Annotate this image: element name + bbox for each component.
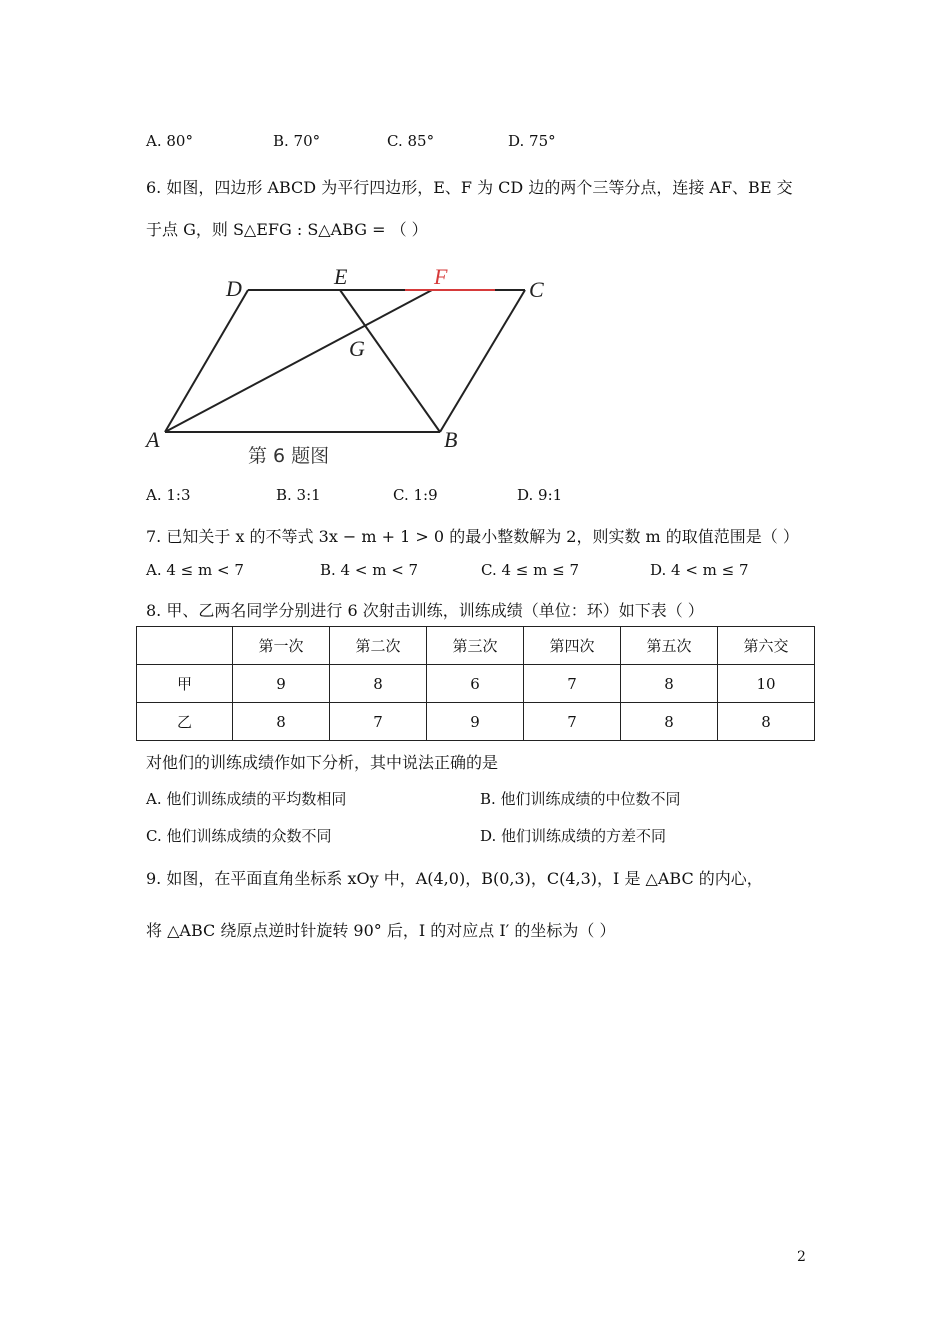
q8-option-b: B. 他们训练成绩的中位数不同 xyxy=(480,790,681,808)
table-header-cell: 第六交 xyxy=(718,627,815,665)
q6-stem-line2: 于点 G，则 S△EFG : S△ABG = （ ） xyxy=(146,220,428,239)
label-e: E xyxy=(334,264,348,289)
table-cell: 8 xyxy=(233,703,330,741)
page-number: 2 xyxy=(797,1249,806,1265)
q6-option-c: C. 1:9 xyxy=(393,486,438,504)
table-cell: 9 xyxy=(233,665,330,703)
table-cell: 9 xyxy=(427,703,524,741)
label-g: G xyxy=(349,336,365,361)
table-cell: 8 xyxy=(621,665,718,703)
q8-analysis-line: 对他们的训练成绩作如下分析，其中说法正确的是 xyxy=(146,753,499,772)
label-f: F xyxy=(434,264,448,289)
table-row xyxy=(137,665,815,703)
table-cell: 8 xyxy=(718,703,815,741)
table-cell: 6 xyxy=(427,665,524,703)
table-cell: 乙 xyxy=(137,703,233,741)
q5-option-b: B. 70° xyxy=(273,132,321,150)
table-cell: 7 xyxy=(330,703,427,741)
table-cell: 7 xyxy=(524,665,621,703)
label-b: B xyxy=(444,427,458,452)
q7-stem: 7. 已知关于 x 的不等式 3x − m + 1 > 0 的最小整数解为 2，则实数 m 的取值范围是（ ） xyxy=(146,527,799,546)
label-d: D xyxy=(226,276,242,301)
side-bc xyxy=(440,290,525,432)
table-header-cell: 第五次 xyxy=(621,627,718,665)
q8-option-c: C. 他们训练成绩的众数不同 xyxy=(146,827,332,845)
label-c: C xyxy=(529,277,544,302)
q9-stem-line1: 9. 如图，在平面直角坐标系 xOy 中，A(4,0)，B(0,3)，C(4,3)，I 是 △ABC 的内心， xyxy=(146,869,763,888)
q5-option-c: C. 85° xyxy=(387,132,435,150)
table-header-cell: 第三次 xyxy=(427,627,524,665)
q9-stem-line2: 将 △ABC 绕原点逆时针旋转 90° 后，I 的对应点 I′ 的坐标为（ ） xyxy=(146,921,616,940)
figure-caption: 第 6 题图 xyxy=(248,445,330,467)
q6-option-a: A. 1:3 xyxy=(146,486,191,504)
q8-option-a: A. 他们训练成绩的平均数相同 xyxy=(146,790,347,808)
score-table xyxy=(136,626,815,741)
table-cell: 10 xyxy=(718,665,815,703)
table-row xyxy=(137,703,815,741)
q7-option-d: D. 4 < m ≤ 7 xyxy=(650,561,749,579)
table-header-row xyxy=(137,627,815,665)
q7-option-a: A. 4 ≤ m < 7 xyxy=(146,561,244,579)
q6-option-d: D. 9:1 xyxy=(517,486,563,504)
q6-stem-line1: 6. 如图，四边形 ABCD 为平行四边形，E、F 为 CD 边的两个三等分点，连接 AF、BE 交 xyxy=(146,178,793,197)
parallelogram-figure xyxy=(140,262,560,477)
q7-option-b: B. 4 < m < 7 xyxy=(320,561,419,579)
q7-option-c: C. 4 ≤ m ≤ 7 xyxy=(481,561,579,579)
table-cell: 8 xyxy=(621,703,718,741)
table-cell: 甲 xyxy=(137,665,233,703)
q6-option-b: B. 3:1 xyxy=(276,486,321,504)
table-header-cell xyxy=(137,627,233,665)
q5-option-d: D. 75° xyxy=(508,132,556,150)
q5-option-a: A. 80° xyxy=(146,132,193,150)
q8-stem: 8. 甲、乙两名同学分别进行 6 次射击训练，训练成绩（单位：环）如下表（ ） xyxy=(146,601,704,620)
table-header-cell: 第四次 xyxy=(524,627,621,665)
table-cell: 8 xyxy=(330,665,427,703)
table-header-cell: 第一次 xyxy=(233,627,330,665)
table-cell: 7 xyxy=(524,703,621,741)
segment-af xyxy=(165,290,432,432)
label-a: A xyxy=(146,427,160,452)
table-header-cell: 第二次 xyxy=(330,627,427,665)
q8-option-d: D. 他们训练成绩的方差不同 xyxy=(480,827,667,845)
